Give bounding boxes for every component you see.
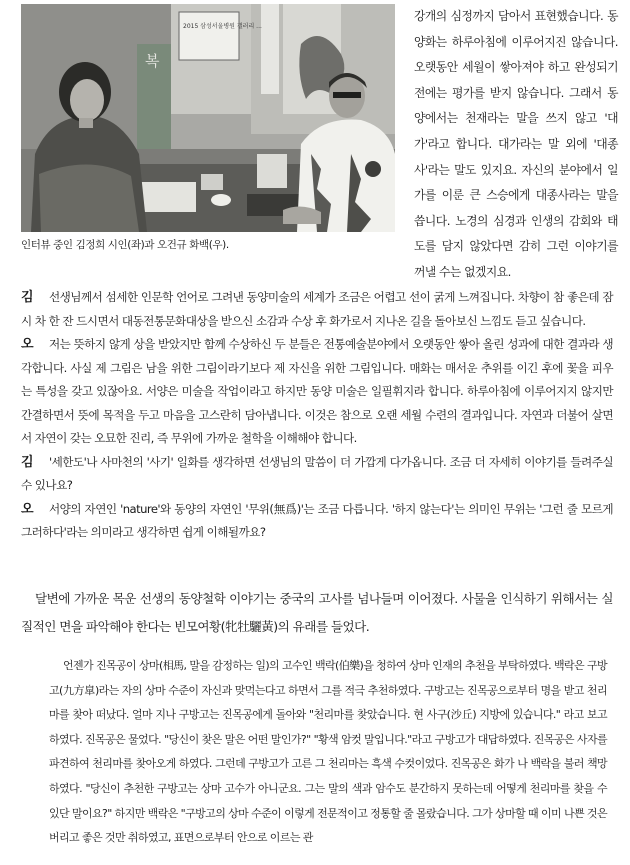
dialogue-line (21, 286, 613, 333)
dialogue-line (21, 498, 613, 545)
dialogue-line (21, 333, 613, 451)
interview-photo (21, 4, 395, 232)
photo-caption: 인터뷰 중인 김정희 시인(좌)과 오건규 화백(우). (21, 239, 229, 251)
dialogue-line (21, 451, 613, 498)
dialogue-text: 서양의 자연인 'nature'와 동양의 자연인 '무위(無爲)'는 조금 다릅니다. '하지 않는다'는 의미인 무위는 '그런 줄 모르게 그러하다'라는 의미라고 생각하면 쉽게 이해될까요? (21, 501, 613, 539)
dialogue-text: '세한도'나 사마천의 '사기' 일화를 생각하면 선생님의 말씀이 더 가깝게 다가옵니다. 조금 더 자세히 이야기를 들려주실 수 있나요? (21, 454, 613, 492)
narration-paragraph: 달변에 가까운 목운 선생의 동양철학 이야기는 중국의 고사를 넘나들며 이어졌다. 사물을 인식하기 위해서는 실질적인 면을 파악해야 한다는 빈모여황(牝牡驪黃)의 유래를 들었다. (21, 591, 613, 634)
speaker-label: 오 (21, 501, 34, 517)
wall-calligraphy: 복 (145, 52, 160, 70)
interview-photo-illustration (21, 4, 395, 232)
interview-dialogue (21, 286, 613, 545)
poster-text: 2015 삼성서울병원 갤러리 ... (183, 23, 262, 30)
speaker-label: 김 (21, 290, 34, 305)
dialogue-text: 저는 뜻하지 않게 상을 받았지만 함께 수상하신 두 분들은 전통예술분야에서 오랫동안 쌓아 올린 성과에 대한 결과라 생각합니다. 사실 제 그림은 남을 위한 그림이라기보다 제 자신을 위한 그림입니다. 매화는 매서운 추위를 이긴 후에 꽃을 피우는 특성을 갖고 있잖아요. 서양은 미술을 작업이라고 하지만 동양 미술은 일필휘지라 합니다. 하루아침에 이루어지지 않지만 간결하면서 뜻에 목적을 두고 마음을 고스란히 담아냅니다. 이것은 참으로 오랜 세월 수련의 결과입니다. 자연과 더불어 살면서 자연이 갖는 오묘한 진리, 즉 무위에 가까운 철학을 이해해야 합니다. (21, 337, 613, 445)
side-column-text: 강개의 심정까지 담아서 표현했습니다. 동양화는 하루아침에 이루어지진 않습니다. 오랫동안 세월이 쌓아져야 하고 완성되기 전에는 평가를 받지 않습니다. 그래서 동양에서는 천재라는 말을 쓰지 않고 '대가'라고 합니다. 대가라는 말 외에 '대종사'라는 말도 있지요. 자신의 분야에서 일가를 이룬 큰 스승에게 대종사라는 말을 씁니다. 노경의 심경과 인생의 감회와 태도를 담지 않았다면 감히 그런 이야기를 꺼낼 수는 없겠지요. (414, 9, 618, 279)
speaker-label: 오 (21, 337, 34, 352)
story-paragraph: 언젠가 진목공이 상마(相馬, 말을 감정하는 일)의 고수인 백락(伯樂)을 청하여 상마 인재의 추천을 부탁하였다. 백락은 구방고(九方皐)라는 자의 상마 수준이 자신과 맞먹는다고 하면서 그를 적극 추천하였다. 구방고는 진목공으로부터 명을 받고 천리마를 찾아 떠났다. 얼마 지나 구방고는 진목공에게 돌아와 "천리마를 찾았습니다. 현 사구(沙丘) 지방에 있습니다." 라고 보고하였다. 진목공은 물었다. "당신이 찾은 말은 어떤 말인가?" "황색 암컷 말입니다."라고 구방고가 대답하였다. 진목공은 사자를 파견하여 천리마를 찾아오게 하였다. 그런데 구방고가 고른 그 천리마는 흑색 수컷이었다. 진목공은 화가 나 백락을 불러 책망하였다. "당신이 추천한 구방고는 상마 고수가 아니군요. 그는 말의 색과 암수도 분간하지 못하는데 어떻게 천리마를 찾을 수 있단 말이요?" 하지만 백락은 "구방고의 상마 수준이 이렇게 전문적이고 정통할 줄 몰랐습니다. 그가 상마할 때 이미 나쁜 것은 버리고 좋은 것만 취하였고, 표면으로부터 안으로 이르는 관 (49, 659, 607, 845)
dialogue-text: 선생님께서 섬세한 인문학 언어로 그려낸 동양미술의 세계가 조금은 어렵고 선이 굵게 느껴집니다. 차향이 참 좋은데 잠시 차 한 잔 드시면서 대동전통문화대상을 받으신 소감과 수상 후 화가로서 지나온 길을 돌아보신 느낌도 듣고 싶습니다. (21, 290, 613, 328)
speaker-label: 김 (21, 454, 34, 470)
